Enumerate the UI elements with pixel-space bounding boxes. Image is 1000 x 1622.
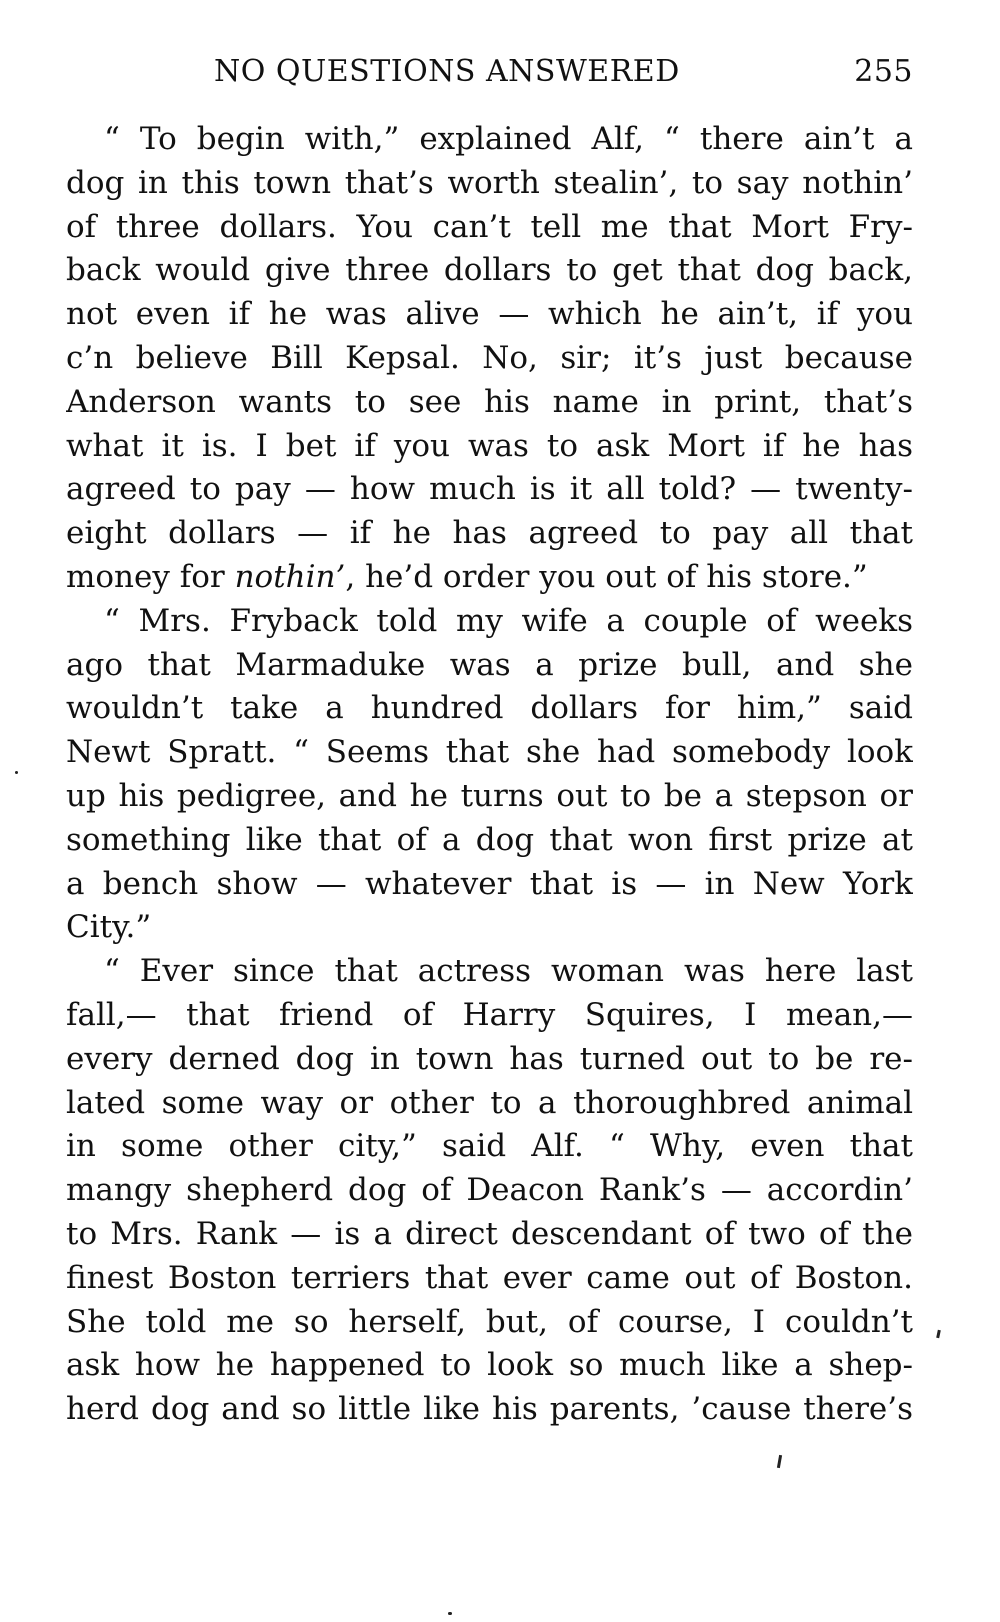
text-line: finest Boston terriers that ever came out of Boston.: [66, 1259, 913, 1296]
text-line: not even if he was alive — which he ain’t, if you: [66, 296, 913, 333]
text-line: wouldn’t take a hundred dollars for him,” said: [66, 690, 913, 727]
text-segment: , he’d order you out of his store.”: [345, 558, 868, 595]
scan-speck: [448, 1612, 452, 1615]
text-line: herd dog and so little like his parents, ’cause there’s: [66, 1391, 913, 1428]
text-line: a bench show — whatever that is — in New York: [66, 865, 913, 902]
text-line: eight dollars — if he has agreed to pay all that: [66, 515, 913, 552]
text-line: “ To begin with,” explained Alf, “ there ain’t a: [104, 121, 913, 157]
text-line: Newt Spratt. “ Seems that she had somebody look: [66, 734, 913, 771]
text-line: fall,— that friend of Harry Squires, I mean,—: [66, 996, 913, 1033]
text-line: “ Mrs. Fryback told my wife a couple of weeks: [104, 602, 913, 639]
text-line: ask how he happened to look so much like a shep-: [66, 1347, 913, 1384]
text-line: ago that Marmaduke was a prize bull, and she: [66, 646, 913, 683]
scan-speck: [15, 771, 18, 774]
text-line: what it is. I bet if you was to ask Mort if he has: [66, 427, 913, 464]
running-head: [66, 52, 913, 92]
body-text: [66, 118, 913, 1432]
text-line: c’n believe Bill Kepsal. No, sir; it’s just because: [66, 339, 913, 376]
text-line: dog in this town that’s worth stealin’, to say nothin’: [66, 164, 913, 201]
page-number: 255: [854, 54, 913, 89]
text-line: City.”: [66, 909, 152, 946]
text-line: something like that of a dog that won first prize at: [66, 821, 913, 858]
text-line: up his pedigree, and he turns out to be a stepson or: [66, 777, 913, 814]
italic-word: nothin’: [234, 558, 346, 595]
text-line-with-italic: [66, 556, 913, 600]
text-line: of three dollars. You can’t tell me that Mort Fry-: [66, 208, 913, 245]
text-line: She told me so herself, but, of course, I couldn’t: [66, 1303, 913, 1340]
scan-speck: [936, 1330, 941, 1338]
text-line: to Mrs. Rank — is a direct descendant of two of the: [66, 1215, 913, 1252]
text-line: every derned dog in town has turned out to be re-: [66, 1040, 913, 1077]
text-line: back would give three dollars to get that dog back,: [66, 252, 913, 289]
text-line: Anderson wants to see his name in print, that’s: [66, 383, 913, 420]
text-line: mangy shepherd dog of Deacon Rank’s — accordin’: [66, 1172, 913, 1209]
text-line: agreed to pay — how much is it all told? — twenty-: [66, 471, 913, 508]
text-segment: money for: [66, 558, 235, 595]
text-line: in some other city,” said Alf. “ Why, even that: [66, 1128, 913, 1165]
scan-speck: [777, 1455, 782, 1468]
text-line: lated some way or other to a thoroughbred animal: [66, 1084, 913, 1121]
text-line: “ Ever since that actress woman was here last: [104, 953, 913, 990]
running-title: NO QUESTIONS ANSWERED: [214, 54, 680, 89]
